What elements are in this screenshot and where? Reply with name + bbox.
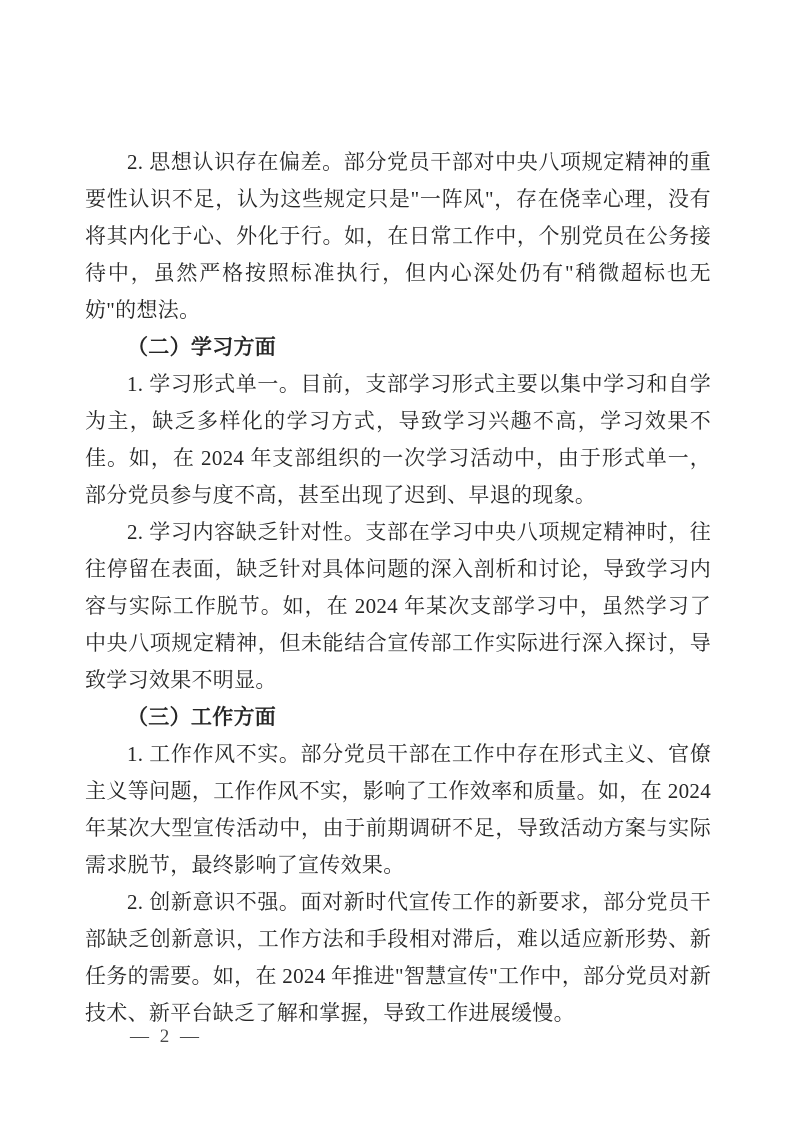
paragraph-study-form-single: 1. 学习形式单一。目前，支部学习形式主要以集中学习和自学为主，缺乏多样化的学习方式，导致学习兴趣不高，学习效果不佳。如，在 2024 年支部组织的一次学习活动中，由于形式单一，部分党员参与度不高，甚至出现了迟到、早退的现象。 [85, 372, 711, 507]
paragraph-thought-deviation: 2. 思想认识存在偏差。部分党员干部对中央八项规定精神的重要性认识不足，认为这些规定只是"一阵风"，存在侥幸心理，没有将其内化于心、外化于行。如，在日常工作中，个别党员在公务接待中，虽然严格按照标准执行，但内心深处仍有"稍微超标也无妨"的想法。 [85, 150, 711, 322]
section-heading-work: （三）工作方面 [127, 705, 277, 729]
paragraph-study-content-lacks-focus: 2. 学习内容缺乏针对性。支部在学习中央八项规定精神时，往往停留在表面，缺乏针对具体问题的深入剖析和讨论，导致学习内容与实际工作脱节。如，在 2024 年某次支部学习中，虽然学习了中央八项规定精神，但未能结合宣传部工作实际进行深入探讨，导致学习效果不明显。 [85, 520, 711, 692]
page-footer [130, 1024, 202, 1050]
paragraph-innovation-weak: 2. 创新意识不强。面对新时代宣传工作的新要求，部分党员干部缺乏创新意识，工作方法和手段相对滞后，难以适应新形势、新任务的需要。如，在 2024 年推进"智慧宣传"工作中，部分党员对新技术、新平台缺乏了解和掌握，导致工作进展缓慢。 [85, 890, 711, 1025]
page-number: — 2 — [130, 1026, 202, 1047]
section-heading-study: （二）学习方面 [127, 335, 277, 359]
paragraph-work-style-not-solid: 1. 工作作风不实。部分党员干部在工作中存在形式主义、官僚主义等问题，工作作风不实，影响了工作效率和质量。如，在 2024 年某次大型宣传活动中，由于前期调研不足，导致活动方案与实际需求脱节，最终影响了宣传效果。 [85, 742, 711, 877]
document-body [85, 144, 711, 1032]
